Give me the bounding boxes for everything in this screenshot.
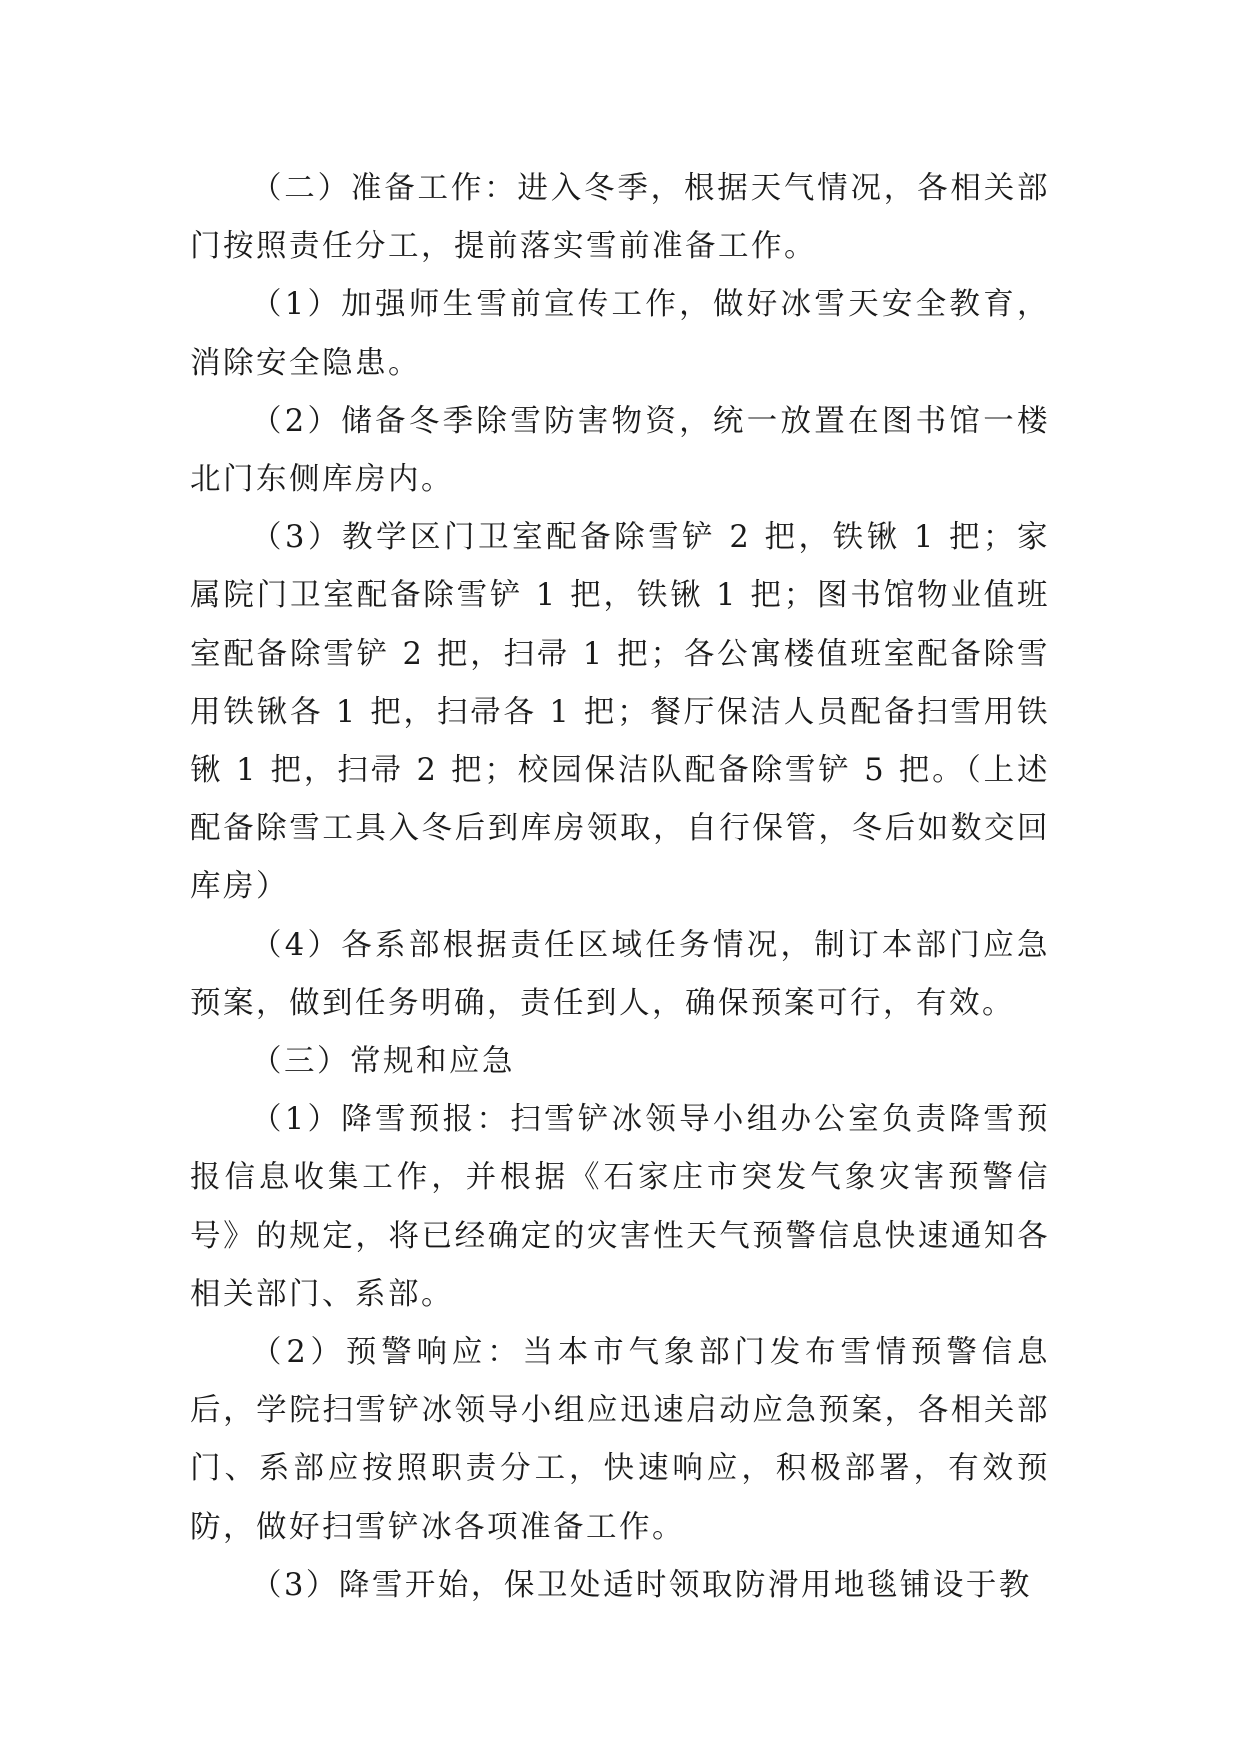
paragraph-item-3-tool-allocation: （3）教学区门卫室配备除雪铲 2 把，铁锹 1 把；家属院门卫室配备除雪铲 1 把，铁锹 1 把；图书馆物业值班室配备除雪铲 2 把，扫帚 1 把；各公寓楼值班室配备除雪用铁锹各 1 把，扫帚各 1 把；餐厅保洁人员配备扫雪用铁锹 1 把，扫帚 2 把；校园保洁队配备除雪铲 5 把。（上述配备除雪工具入冬后到库房领取，自行保管，冬后如数交回库房） — [190, 520, 1050, 905]
paragraph-snow-forecast: （1）降雪预报：扫雪铲冰领导小组办公室负责降雪预报信息收集工作，并根据《石家庄市突发气象灾害预警信号》的规定，将已经确定的灾害性天气预警信息快速通知各相关部门、系部。 — [190, 1102, 1050, 1312]
paragraph-item-4-emergency-plan: （4）各系部根据责任区域任务情况，制订本部门应急预案，做到任务明确，责任到人，确保预案可行，有效。 — [190, 927, 1050, 1021]
paragraph-item-1-safety-education: （1）加强师生雪前宣传工作，做好冰雪天安全教育，消除安全隐患。 — [190, 287, 1050, 381]
paragraph-warning-response: （2）预警响应：当本市气象部门发布雪情预警信息后，学院扫雪铲冰领导小组应迅速启动应急预案，各相关部门、系部应按照职责分工，快速响应，积极部署，有效预防，做好扫雪铲冰各项准备工作。 — [190, 1335, 1050, 1545]
paragraph-item-2-material-storage: （2）储备冬季除雪防害物资，统一放置在图书馆一楼北门东侧库房内。 — [190, 403, 1050, 498]
section-heading-routine-emergency: （三）常规和应急 — [251, 1044, 515, 1080]
paragraph-snowfall-start: （3）降雪开始，保卫处适时领取防滑用地毯铺设于教 — [251, 1567, 1032, 1603]
paragraph-preparation-work: （二）准备工作：进入冬季，根据天气情况，各相关部门按照责任分工，提前落实雪前准备工作。 — [190, 171, 1050, 265]
document-body — [190, 160, 1050, 1615]
